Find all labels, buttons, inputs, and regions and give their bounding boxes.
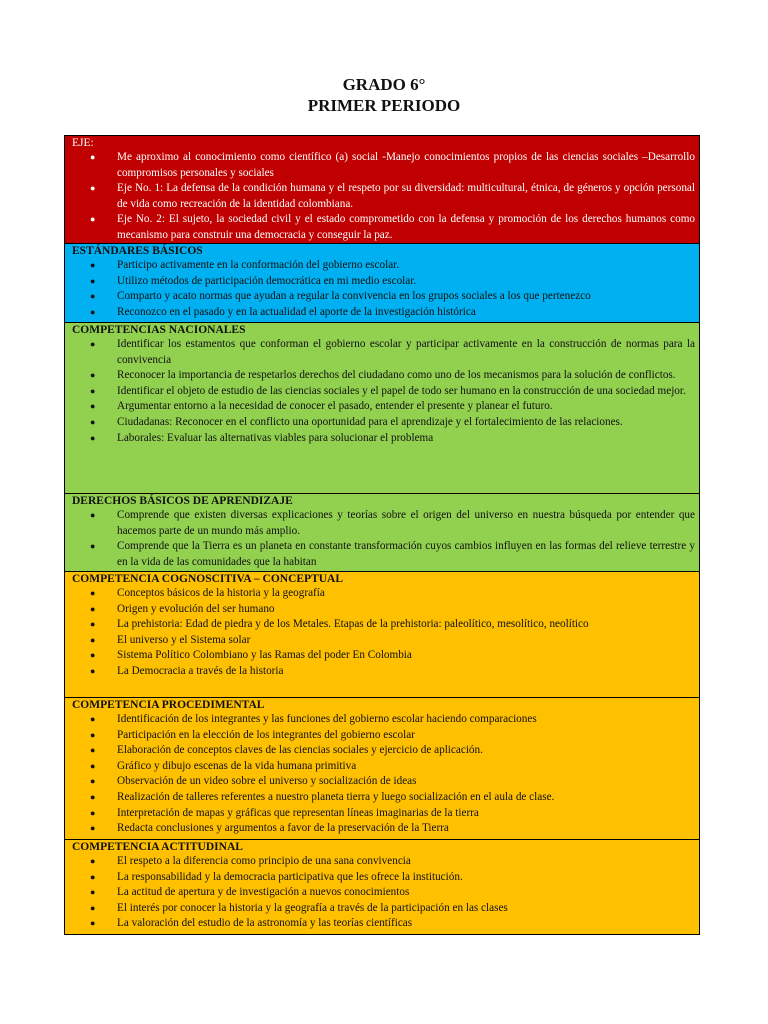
period-title: PRIMER PERIODO (307, 96, 461, 115)
list-item-text: El universo y el Sistema solar (117, 633, 251, 646)
bullet-icon: ● (90, 807, 96, 818)
section-title: DERECHOS BÁSICOS DE APRENDIZAJE (72, 495, 293, 507)
list-item (72, 821, 695, 837)
bullet-icon: ● (90, 902, 96, 913)
list-item (72, 337, 695, 368)
bullet-icon: ● (90, 183, 96, 194)
bullet-icon: ● (90, 306, 96, 317)
bullet-icon: ● (90, 275, 96, 286)
list-item-text: Comprende que la Tierra es un planeta en constante transformación cuyos cambios influyen en las formas del relieve terrestre y en la vida de las comunidades que la habitan (117, 540, 695, 568)
bullet-icon: ● (90, 887, 96, 898)
list-item (72, 508, 695, 539)
bullet-icon: ● (90, 385, 96, 396)
list-item (72, 885, 695, 901)
list-item-text: Sistema Político Colombiano y las Ramas del poder En Colombia (117, 649, 412, 662)
item-list (72, 854, 695, 932)
item-list (72, 258, 695, 320)
list-item-text: Identificación de los integrantes y las funciones del gobierno escolar haciendo comparaciones (117, 713, 537, 725)
list-item-text: La Democracia a través de la historia (117, 664, 284, 677)
bullet-icon: ● (90, 401, 96, 412)
list-item (72, 258, 695, 274)
bullet-icon: ● (90, 370, 96, 381)
list-item-text: Reconocer la importancia de respetarlos derechos del ciudadano como uno de los mecanismos para la solución de conflictos. (117, 369, 676, 382)
list-item (72, 415, 695, 431)
list-item (72, 289, 695, 305)
list-item (72, 539, 695, 570)
list-item (72, 368, 695, 384)
bullet-icon: ● (90, 541, 96, 552)
section-estandares (65, 243, 699, 322)
list-item (72, 774, 695, 790)
bullet-icon: ● (90, 634, 96, 645)
list-item-text: Me aproximo al conocimiento como científico (a) social -Manejo conocimientos propios de las ciencias sociales –Desarrollo compromisos personales y sociales (117, 151, 695, 179)
list-item (72, 633, 695, 649)
list-item-text: Ciudadanas: Reconocer en el conflicto una oportunidad para el aprendizaje y el fortalecimiento de las relaciones. (117, 415, 623, 428)
bullet-icon: ● (90, 776, 96, 787)
list-item (72, 712, 695, 728)
list-item-text: Observación de un video sobre el universo y socialización de ideas (117, 775, 417, 788)
list-item (72, 181, 695, 212)
list-item (72, 586, 695, 602)
list-item-text: Redacta conclusiones y argumentos a favor de la preservación de la Tierra (117, 822, 449, 835)
list-item (72, 743, 695, 759)
section-title: COMPETENCIA PROCEDIMENTAL (72, 699, 265, 711)
list-item (72, 648, 695, 664)
list-item (72, 399, 695, 415)
list-item (72, 806, 695, 822)
bullet-icon: ● (90, 760, 96, 771)
bullet-icon: ● (90, 588, 96, 598)
item-list (72, 712, 695, 837)
list-item (72, 901, 695, 917)
list-item-text: Comparto y acato normas que ayudan a regular la convivencia en los grupos sociales a los que pertenezco (117, 290, 591, 303)
list-item-text: Comprende que existen diversas explicaciones y teorías sobre el origen del universo en nuestra búsqueda por entender que hacemos parte de un mundo más amplio. (117, 509, 695, 537)
bullet-icon: ● (90, 650, 96, 661)
list-item (72, 274, 695, 290)
bullet-icon: ● (90, 714, 96, 724)
bullet-icon: ● (90, 339, 96, 349)
item-list (72, 337, 695, 446)
list-item (72, 728, 695, 744)
list-item (72, 431, 695, 447)
list-item-text: La actitud de apertura y de investigación a nuevos conocimientos (117, 886, 410, 899)
bullet-icon: ● (90, 745, 96, 756)
bullet-icon: ● (90, 729, 96, 740)
section-actitudinal (65, 839, 699, 934)
list-item-text: Eje No. 2: El sujeto, la sociedad civil y el estado comprometido con la defensa y promoción de los derechos humanos como mecanismo para construir una democracia y conseguir la paz. (117, 213, 695, 241)
section-title: ESTÁNDARES BÁSICOS (72, 245, 203, 257)
list-item (72, 602, 695, 618)
list-item (72, 212, 695, 243)
list-item-text: Participación en la elección de los integrantes del gobierno escolar (117, 728, 415, 741)
bullet-icon: ● (90, 856, 96, 866)
section-cognoscitiva (65, 571, 699, 697)
list-item-text: La valoración del estudio de la astronomía y las teorías científicas (117, 917, 413, 930)
list-item (72, 305, 695, 321)
list-item-text: Identificar el objeto de estudio de las ciencias sociales y el papel de todo ser humano en la construcción de una sociedad mejor. (117, 384, 686, 397)
bullet-icon: ● (90, 510, 96, 520)
bullet-icon: ● (90, 214, 96, 225)
list-item (72, 870, 695, 886)
bullet-icon: ● (90, 918, 96, 929)
curriculum-table (64, 135, 700, 935)
list-item (72, 916, 695, 932)
list-item (72, 759, 695, 775)
section-competencias-nacionales (65, 322, 699, 493)
list-item-text: La responsabilidad y la democracia participativa que les ofrece la institución. (117, 870, 463, 883)
list-item-text: Laborales: Evaluar las alternativas viables para solucionar el problema (117, 431, 434, 444)
list-item-text: Origen y evolución del ser humano (117, 602, 275, 615)
item-list (72, 150, 695, 243)
bullet-icon: ● (90, 871, 96, 882)
list-item-text: Argumentar entorno a la necesidad de conocer el pasado, entender el presente y planear el futuro. (117, 400, 553, 413)
list-item-text: Utilizo métodos de participación democrática en mi medio escolar. (117, 274, 417, 287)
list-item (72, 854, 695, 870)
list-item-text: Eje No. 1: La defensa de la condición humana y el respeto por su diversidad: multicultural, étnica, de géneros y opción personal de vida como recreación de la identidad colombiana. (117, 182, 695, 210)
bullet-icon: ● (90, 291, 96, 302)
list-item (72, 664, 695, 680)
bullet-icon: ● (90, 791, 96, 802)
bullet-icon: ● (90, 260, 96, 270)
bullet-icon: ● (90, 603, 96, 614)
section-title: COMPETENCIA COGNOSCITIVA – CONCEPTUAL (72, 573, 344, 585)
item-list (72, 586, 695, 680)
list-item-text: Conceptos básicos de la historia y la geografía (117, 587, 325, 599)
section-eje (65, 136, 699, 243)
list-item (72, 617, 695, 633)
list-item-text: Elaboración de conceptos claves de las ciencias sociales y ejercicio de aplicación. (117, 744, 483, 757)
list-item (72, 150, 695, 181)
bullet-icon: ● (90, 823, 96, 834)
section-title: COMPETENCIA ACTITUDINAL (72, 841, 243, 853)
bullet-icon: ● (90, 432, 96, 443)
list-item (72, 790, 695, 806)
list-item-text: La prehistoria: Edad de piedra y de los Metales. Etapas de la prehistoria: paleolítico, mesolítico, neolítico (117, 618, 589, 631)
list-item-text: Reconozco en el pasado y en la actualidad el aporte de la investigación histórica (117, 305, 476, 318)
list-item-text: Gráfico y dibujo escenas de la vida humana primitiva (117, 759, 357, 772)
list-item-text: Interpretación de mapas y gráficas que representan líneas imaginarias de la tierra (117, 806, 479, 819)
list-item-text: Participo activamente en la conformación del gobierno escolar. (117, 259, 400, 271)
section-title: EJE: (72, 137, 94, 149)
bullet-icon: ● (90, 665, 96, 676)
list-item-text: Realización de talleres referentes a nuestro planeta tierra y luego socialización en el aula de clase. (117, 790, 555, 803)
section-derechos (65, 493, 699, 571)
item-list (72, 508, 695, 570)
section-procedimental (65, 697, 699, 839)
grade-title: GRADO 6° (342, 75, 426, 94)
bullet-icon: ● (90, 416, 96, 427)
section-title: COMPETENCIAS NACIONALES (72, 324, 246, 336)
list-item-text: El respeto a la diferencia como principio de una sana convivencia (117, 855, 411, 867)
list-item-text: El interés por conocer la historia y la geografía a través de la participación en las clases (117, 901, 508, 914)
list-item (72, 384, 695, 400)
bullet-icon: ● (90, 152, 96, 162)
list-item-text: Identificar los estamentos que conforman el gobierno escolar y participar activamente en la construcción de normas para la convivencia (117, 338, 695, 366)
bullet-icon: ● (90, 619, 96, 630)
